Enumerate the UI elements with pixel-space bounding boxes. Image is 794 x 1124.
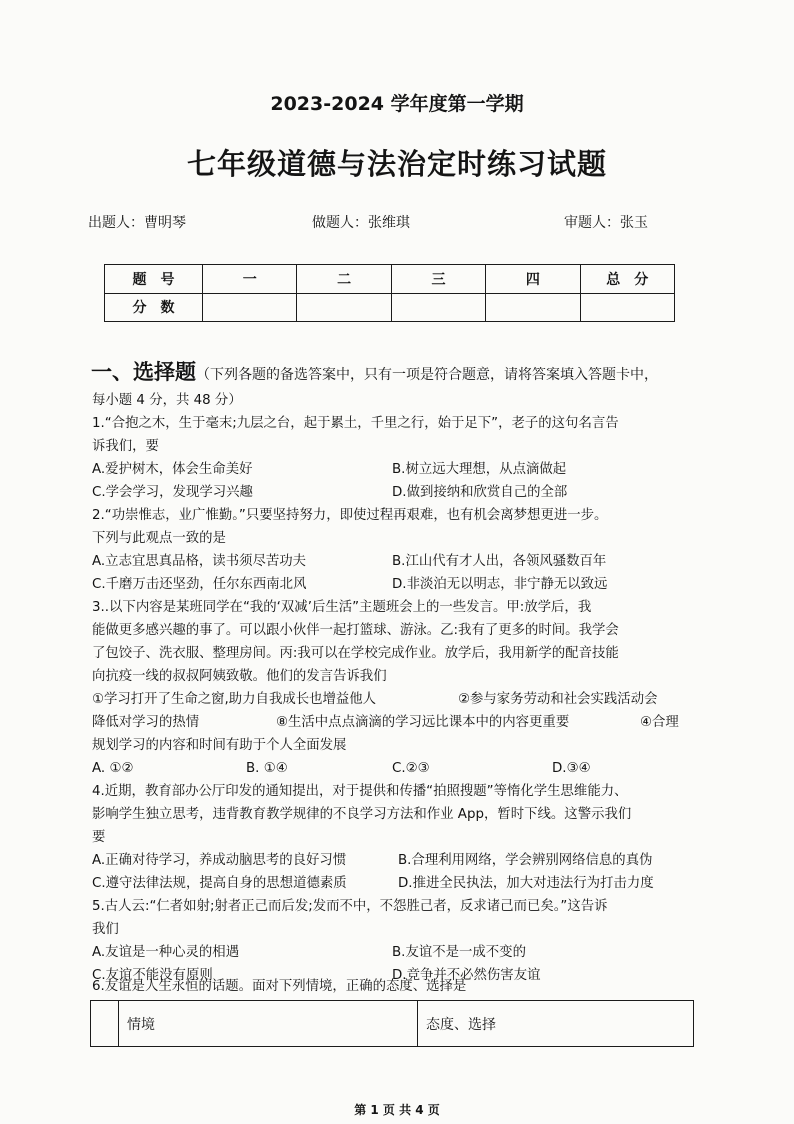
q3-option-a: A. ①②	[92, 761, 134, 776]
score-header-cell: 题 号	[105, 265, 203, 294]
score-table	[104, 264, 675, 322]
q5-option-a: A.友谊是一种心灵的相遇	[92, 945, 240, 960]
q3-option-c: C.②③	[392, 761, 430, 776]
q4-option-c: C.遵守法律法规，提高自身的思想道德素质	[92, 876, 347, 891]
score-cell-blank[interactable]	[486, 293, 580, 322]
q6-table-header-row	[91, 1001, 694, 1047]
q2-option-a: A.立志宜思真品格，读书须尽苦功夫	[92, 554, 307, 569]
q1-stem: 1.“合抱之木，生于毫末;九层之台，起于累土，千里之行，始于足下”，老子的这句名言告	[92, 416, 619, 431]
q1-option-d: D.做到接纳和欣赏自己的全部	[392, 485, 568, 500]
q3-statement-4: ④合理	[640, 715, 679, 730]
question-reviewer: 审题人：张玉	[564, 215, 648, 231]
exam-title: 七年级道德与法治定时练习试题	[186, 147, 607, 181]
q2-option-b: B.江山代有才人出，各领风骚数百年	[392, 554, 607, 569]
section-instruction-cont: 每小题 4 分，共 48 分）	[92, 393, 242, 408]
score-header-cell: 二	[297, 265, 391, 294]
q2-option-c: C.千磨万击还坚劲，任尔东西南北风	[92, 577, 307, 592]
q1-option-b: B.树立远大理想，从点滴做起	[392, 462, 567, 477]
q3-stem-cont: 了包饺子、洗衣服、整理房间。丙:我可以在学校完成作业。放学后，我用新学的配音技能	[92, 646, 619, 661]
score-table-header-row	[105, 265, 675, 294]
q3-statement-1: ①学习打开了生命之窗,助力自我成长也增益他人	[92, 692, 377, 707]
q3-stem: 3..以下内容是某班同学在“我的‘双减’后生活”主题班会上的一些发言。甲:放学后，我	[92, 600, 592, 615]
q1-option-c: C.学会学习，发现学习兴趣	[92, 485, 253, 500]
score-header-cell: 四	[486, 265, 580, 294]
question-setter: 出题人：曹明琴	[88, 215, 186, 231]
q5-stem-cont: 我们	[92, 922, 119, 937]
term-heading: 2023-2024 学年度第一学期	[270, 93, 524, 115]
q5-option-c: C.友谊不能没有原则	[92, 968, 213, 983]
q6-col-situation: 情境	[119, 1001, 418, 1047]
q6-stem: 6.友谊是人生永恒的话题。面对下列情境，正确的态度、选择是	[92, 979, 467, 994]
q5-stem: 5.古人云:“仁者如射;射者正己而后发;发而不中，不怨胜己者，反求诸己而已矣。”这告诉	[92, 899, 608, 914]
q3-statement-4-cont: 规划学习的内容和时间有助于个人全面发展	[92, 738, 347, 753]
score-header-cell: 总 分	[580, 265, 674, 294]
q1-option-a: A.爱护树木，体会生命美好	[92, 462, 253, 477]
q6-index-cell	[91, 1001, 119, 1047]
q4-option-b: B.合理利用网络，学会辨别网络信息的真伪	[398, 853, 653, 868]
score-cell-blank[interactable]	[580, 293, 674, 322]
question-tester: 做题人：张维琪	[312, 215, 410, 231]
section-instruction: （下列各题的备选答案中，只有一项是符合题意，请将答案填入答题卡中，	[196, 367, 658, 383]
score-cell-blank[interactable]	[297, 293, 391, 322]
q2-option-d: D.非淡泊无以明志，非宁静无以致远	[392, 577, 608, 592]
q4-stem: 4.近期，教育部办公厅印发的通知提出，对于提供和传播“拍照搜题”等惰化学生思维能力、	[92, 784, 628, 799]
section-heading	[91, 356, 658, 386]
q4-option-d: D.推进全民执法，加大对违法行为打击力度	[398, 876, 654, 891]
score-table-value-row	[105, 293, 675, 322]
q3-statement-2: ②参与家务劳动和社会实践活动会	[458, 692, 658, 707]
q4-option-a: A.正确对待学习，养成动脑思考的良好习惯	[92, 853, 347, 868]
q3-option-b: B. ①④	[246, 761, 288, 776]
q2-stem-cont: 下列与此观点一致的是	[92, 531, 226, 546]
score-cell-blank[interactable]	[203, 293, 297, 322]
q3-statement-2-cont: 降低对学习的热情	[92, 715, 200, 730]
section-title: 一、选择题	[91, 360, 196, 384]
q3-stem-cont: 向抗疫一线的叔叔阿姨致敬。他们的发言告诉我们	[92, 669, 387, 684]
q2-stem: 2.“功崇惟志，业广惟勤。”只要坚持努力，即使过程再艰难，也有机会离梦想更进一步。	[92, 508, 608, 523]
q3-stem-cont: 能做更多感兴趣的事了。可以跟小伙伴一起打篮球、游泳。乙:我有了更多的时间。我学会	[92, 623, 619, 638]
score-header-cell: 三	[391, 265, 485, 294]
q5-option-b: B.友谊不是一成不变的	[392, 945, 526, 960]
score-cell-blank[interactable]	[391, 293, 485, 322]
q6-col-attitude: 态度、选择	[418, 1001, 694, 1047]
q1-stem-cont: 诉我们，要	[92, 439, 159, 454]
q3-statement-3: ⑧生活中点点滴滴的学习远比课本中的内容更重要	[276, 715, 570, 730]
q4-stem-cont: 要	[92, 830, 106, 845]
q6-table	[90, 1000, 694, 1047]
score-row-label: 分 数	[105, 293, 203, 322]
q4-stem-cont: 影响学生独立思考，违背教育教学规律的不良学习方法和作业 App，暂时下线。这警示我们	[92, 807, 632, 822]
page-footer: 第 1 页 共 4 页	[354, 1103, 440, 1117]
q3-option-d: D.③④	[552, 761, 591, 776]
score-header-cell: 一	[203, 265, 297, 294]
q5-option-d: D.竞争并不必然伤害友谊	[392, 968, 541, 983]
